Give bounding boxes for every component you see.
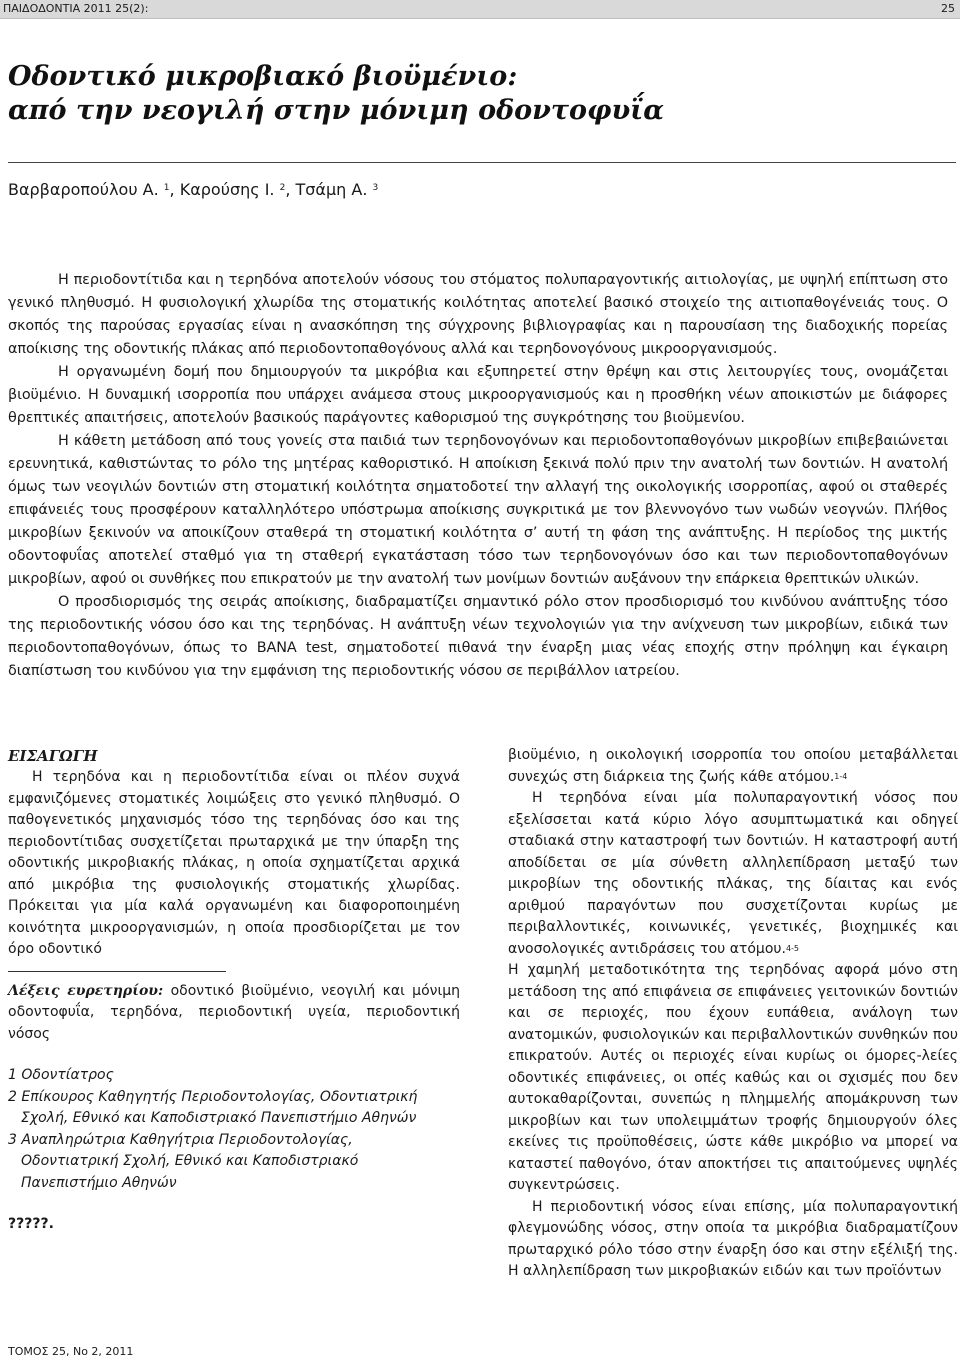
abstract-paragraph-1: Η περιοδοντίτιδα και η τερηδόνα αποτελούν νόσους του στόματος πολυπαραγοντικής αιτιολογίας, με υψηλή επίπτωση στο γενικό πληθυσμό. Η φυσιολογική χλωρίδα της στοματικής κοιλότητας αποτελεί βασικό στοιχείο της αιτιοπαθογένειάς τους. Ο σκοπός της παρούσας εργασίας είναι η ανασκόπηση της σύγχρονης βιβλιογραφίας και η παρουσίαση της διαδοχικής πορείας αποίκισης της οδοντικής πλάκας από περιοδοντοπαθογόνους αλλά και τερηδονογόνους μικροοργανισμούς. — [8, 272, 948, 357]
running-header — [0, 0, 960, 19]
abstract-paragraph-4: Ο προσδιορισμός της σειράς αποίκισης, διαδραματίζει σημαντικό ρόλο στον προσδιορισμό του κινδύνου ανάπτυξης τόσο της περιοδοντικής νόσου όσο και της τερηδόνας. Η ανάπτυξη νέων τεχνολογιών για την ανίχνευση των μικροβίων, ειδικά των περιοδοντοπαθογόνων, όπως το BANA test, σηματοδοτεί πιθανά την έναρξη μιας νέας εποχής στην πρόληψη και έγκαιρη διαπίστωση του κινδύνου για την εμφάνιση της περιοδοντικής νόσου σε περιβάλλον ιατρείου. — [8, 594, 948, 679]
author-2-affiliation: 2 — [279, 183, 286, 193]
affiliation-2-continued: Σχολή, Εθνικό και Καποδιστριακό Πανεπιστήμιο Αθηνών — [21, 1110, 417, 1126]
journal-issue-label: ΠΑΙΔΟΔΟΝΤΙΑ 2011 25(2): — [3, 2, 149, 15]
body-paragraph-2 — [508, 788, 958, 960]
author-1: Βαρβαροπούλου Α. — [8, 180, 159, 199]
abstract-paragraph-3: Η κάθετη μετάδοση από τους γονείς στα παιδιά των τερηδονογόνων και περιοδοντοπαθογόνων μικροβίων επιβεβαιώνεται ερευνητικά, καθιστώντας το ρόλο της μητέρας καθοριστικό. Η αποίκιση ξεκινά πολύ πριν την ανατολή των δοντιών. Η ανατολή όμως των νεογιλών δοντιών στη στοματική κοιλότητα σηματοδοτεί την αλλαγή της οικολογικής ισορροπίας, αφού οι σταθερές επιφάνειές τους προσφέρουν καταλληλότερο υπόστρωμα αποίκισης συγκριτικά με τον βλεννογόνο των νωδών νεογνών. Πλήθος μικροβίων ξεκινούν να αποικίζουν σταθερά τη στοματική κοιλότητα σ’ αυτή τη φάση της ανάπτυξης. Η περίοδος της μικτής οδοντοφυΐας αποτελεί σταθμό για τη σταθερή εγκατάσταση τόσο των τερηδονογόνων όσο και των περιοδοντοπαθογόνων μικροβίων, αφού οι συνθήκες που επικρατούν με την ανατολή των μονίμων δοντιών αυξάνουν την επάρκεια θρεπτικών υλικών. — [8, 433, 948, 587]
citation-1-4: 1-4 — [834, 771, 848, 781]
author-1-affiliation: 1 — [163, 183, 170, 193]
right-column — [508, 745, 958, 1283]
page-footer: ΤΟΜΟΣ 25, Νο 2, 2011 — [8, 1345, 134, 1358]
intro-paragraph: Η τερηδόνα και η περιοδοντίτιδα είναι οι πλέον συχνά εμφανιζόμενες στοματικές λοιμώξεις στο γενικό πληθυσμό. Ο παθογενετικός μηχανισμός τόσο της τερηδόνας όσο και της περιοδοντίτιδας συσχετίζεται πρωταρχικά με την ύπαρξη της οδοντικής μικροβιακής πλάκας, η οποία σχηματίζεται αρχικά από μικρόβια της φυσιολογικής στοματικής χλωρίδας. Πρόκειται για μία καλά οργανωμένη και διαφοροποιημένη κοινότητα μικροοργανισμών, η οποία προσδιορίζεται με τον όρο οδοντικό — [8, 769, 460, 957]
citation-4-5: 4-5 — [785, 943, 800, 953]
section-heading-introduction: ΕΙΣΑΓΩΓΗ — [8, 747, 98, 765]
abstract — [8, 269, 948, 683]
body-paragraph-2-text: Η τερηδόνα είναι μία πολυπαραγοντική νόσος που εξελίσσεται κατά κύριο λόγο ασυμπτωματικά και οδηγεί σταδιακά στην καταστροφή των δοντιών. Η καταστροφή αυτή αποδίδεται σε μία σύνθετη αλληλεπίδραση μεταξύ των μικροβίων της οδοντικής πλάκας, της δίαιτας και ενός αριθμού παραγόντων που συσχετίζονται κυρίως με περιβαλλοντικές, κοινωνικές, γενετικές, βιοχημικές και ανοσολογικές αντιδράσεις του ατόμου. — [508, 790, 958, 957]
title-line-2: από την νεογιλή στην μόνιμη οδοντοφυΐα — [8, 95, 665, 126]
left-column — [8, 745, 460, 1236]
author-list: Βαρβαροπούλου Α. $^1$, Καρούσης Ι. $^2$, Τσάμη Α. $^3$ — [8, 180, 379, 199]
keywords — [8, 981, 460, 1046]
keywords-label: Λέξεις ευρετηρίου: — [8, 982, 164, 999]
body-paragraph-1-text: βιοϋμένιο, η οικολογική ισορροπία του οποίου μεταβάλλεται συνεχώς στη διάρκεια της ζωής κάθε ατόμου. — [508, 747, 958, 785]
affiliation-2: 2 Επίκουρος Καθηγητής Περιοδοντολογίας, Οδοντιατρική — [8, 1088, 418, 1105]
keywords-text: οδοντικό βιοϋμένιο, νεογιλή και μόνιμη οδοντοφυΐα, τερηδόνα, περιοδοντική υγεία, περιοδοντική νόσος — [8, 982, 460, 1042]
affiliation-1: 1 Οδοντίατρος — [8, 1067, 114, 1083]
author-3-affiliation: 3 — [372, 183, 379, 193]
affiliation-3-continued-2: Πανεπιστήμιο Αθηνών — [21, 1174, 177, 1191]
body-paragraph-3: Η χαμηλή μεταδοτικότητα της τερηδόνας αφορά μόνο στη μετάδοση της από επιφάνεια σε επιφάνειες γειτονικών δοντιών και σε περιοχές, που έχουν ευπάθεια, ανάλογη των ανατομικών, φυσιολογικών και περιβαλλοντικών συνθηκών που επικρατούν. Αυτές οι περιοχές είναι κυρίως οι όμορες-λείες οδοντικές επιφάνειες, οι οπές καθώς και οι σχισμές που δεν αυτοκαθαρίζονται, συνεπώς η πλημμελής απομάκρυνση των μικροβίων και των υπολειμμάτων τροφής δημιουργούν όλες εκείνες τις προϋποθέσεις, ώστε κάθε μικρόβιο να μπορεί να καταστεί παθογόνο, όταν αποκτήσει τις απαιτούμενες υψηλές συγκεντρώσεις. — [508, 962, 958, 1193]
author-2: Καρούσης Ι. — [179, 180, 275, 199]
author-3: Τσάμη Α. — [295, 180, 368, 199]
body-paragraph-4: Η περιοδοντική νόσος είναι επίσης, μία πολυπαραγοντική φλεγμονώδης νόσος, στην οποία τα μικρόβια διαδραματίζουν πρωταρχικό ρόλο τόσο στην έναρξη όσο και στην εξέλιξή της. Η αλληλεπίδραση των μικροβιακών ειδών και των προϊόντων — [508, 1198, 958, 1279]
affiliation-3: 3 Αναπληρώτρια Καθηγήτρια Περιοδοντολογίας, — [8, 1131, 353, 1148]
title-line-1: Οδοντικό μικροβιακό βιοϋμένιο: — [8, 61, 518, 92]
title-divider — [8, 162, 956, 163]
page-number: 25 — [941, 2, 955, 15]
placeholder-mark: ?????. — [8, 1216, 54, 1232]
body-paragraph-1 — [508, 745, 958, 788]
affiliation-notes — [8, 1065, 460, 1194]
abstract-paragraph-2: Η οργανωμένη δομή που δημιουργούν τα μικρόβια και εξυπηρετεί στην θρέψη και στις λειτουργίες τους, ονομάζεται βιοϋμένιο. Η δυναμική ισορροπία που υπάρχει ανάμεσα στους μικροοργανισμούς και η προσθήκη νέων αποικιστών με διάφορες θρεπτικές απαιτήσεις, αποτελούν βασικούς παράγοντες καθορισμού της συγκρότησης του βιοϋμενίου. — [8, 364, 948, 426]
article-title — [8, 60, 948, 128]
footnote-divider — [8, 971, 226, 972]
affiliation-3-continued: Οδοντιατρική Σχολή, Εθνικό και Καποδιστριακό — [21, 1153, 359, 1169]
